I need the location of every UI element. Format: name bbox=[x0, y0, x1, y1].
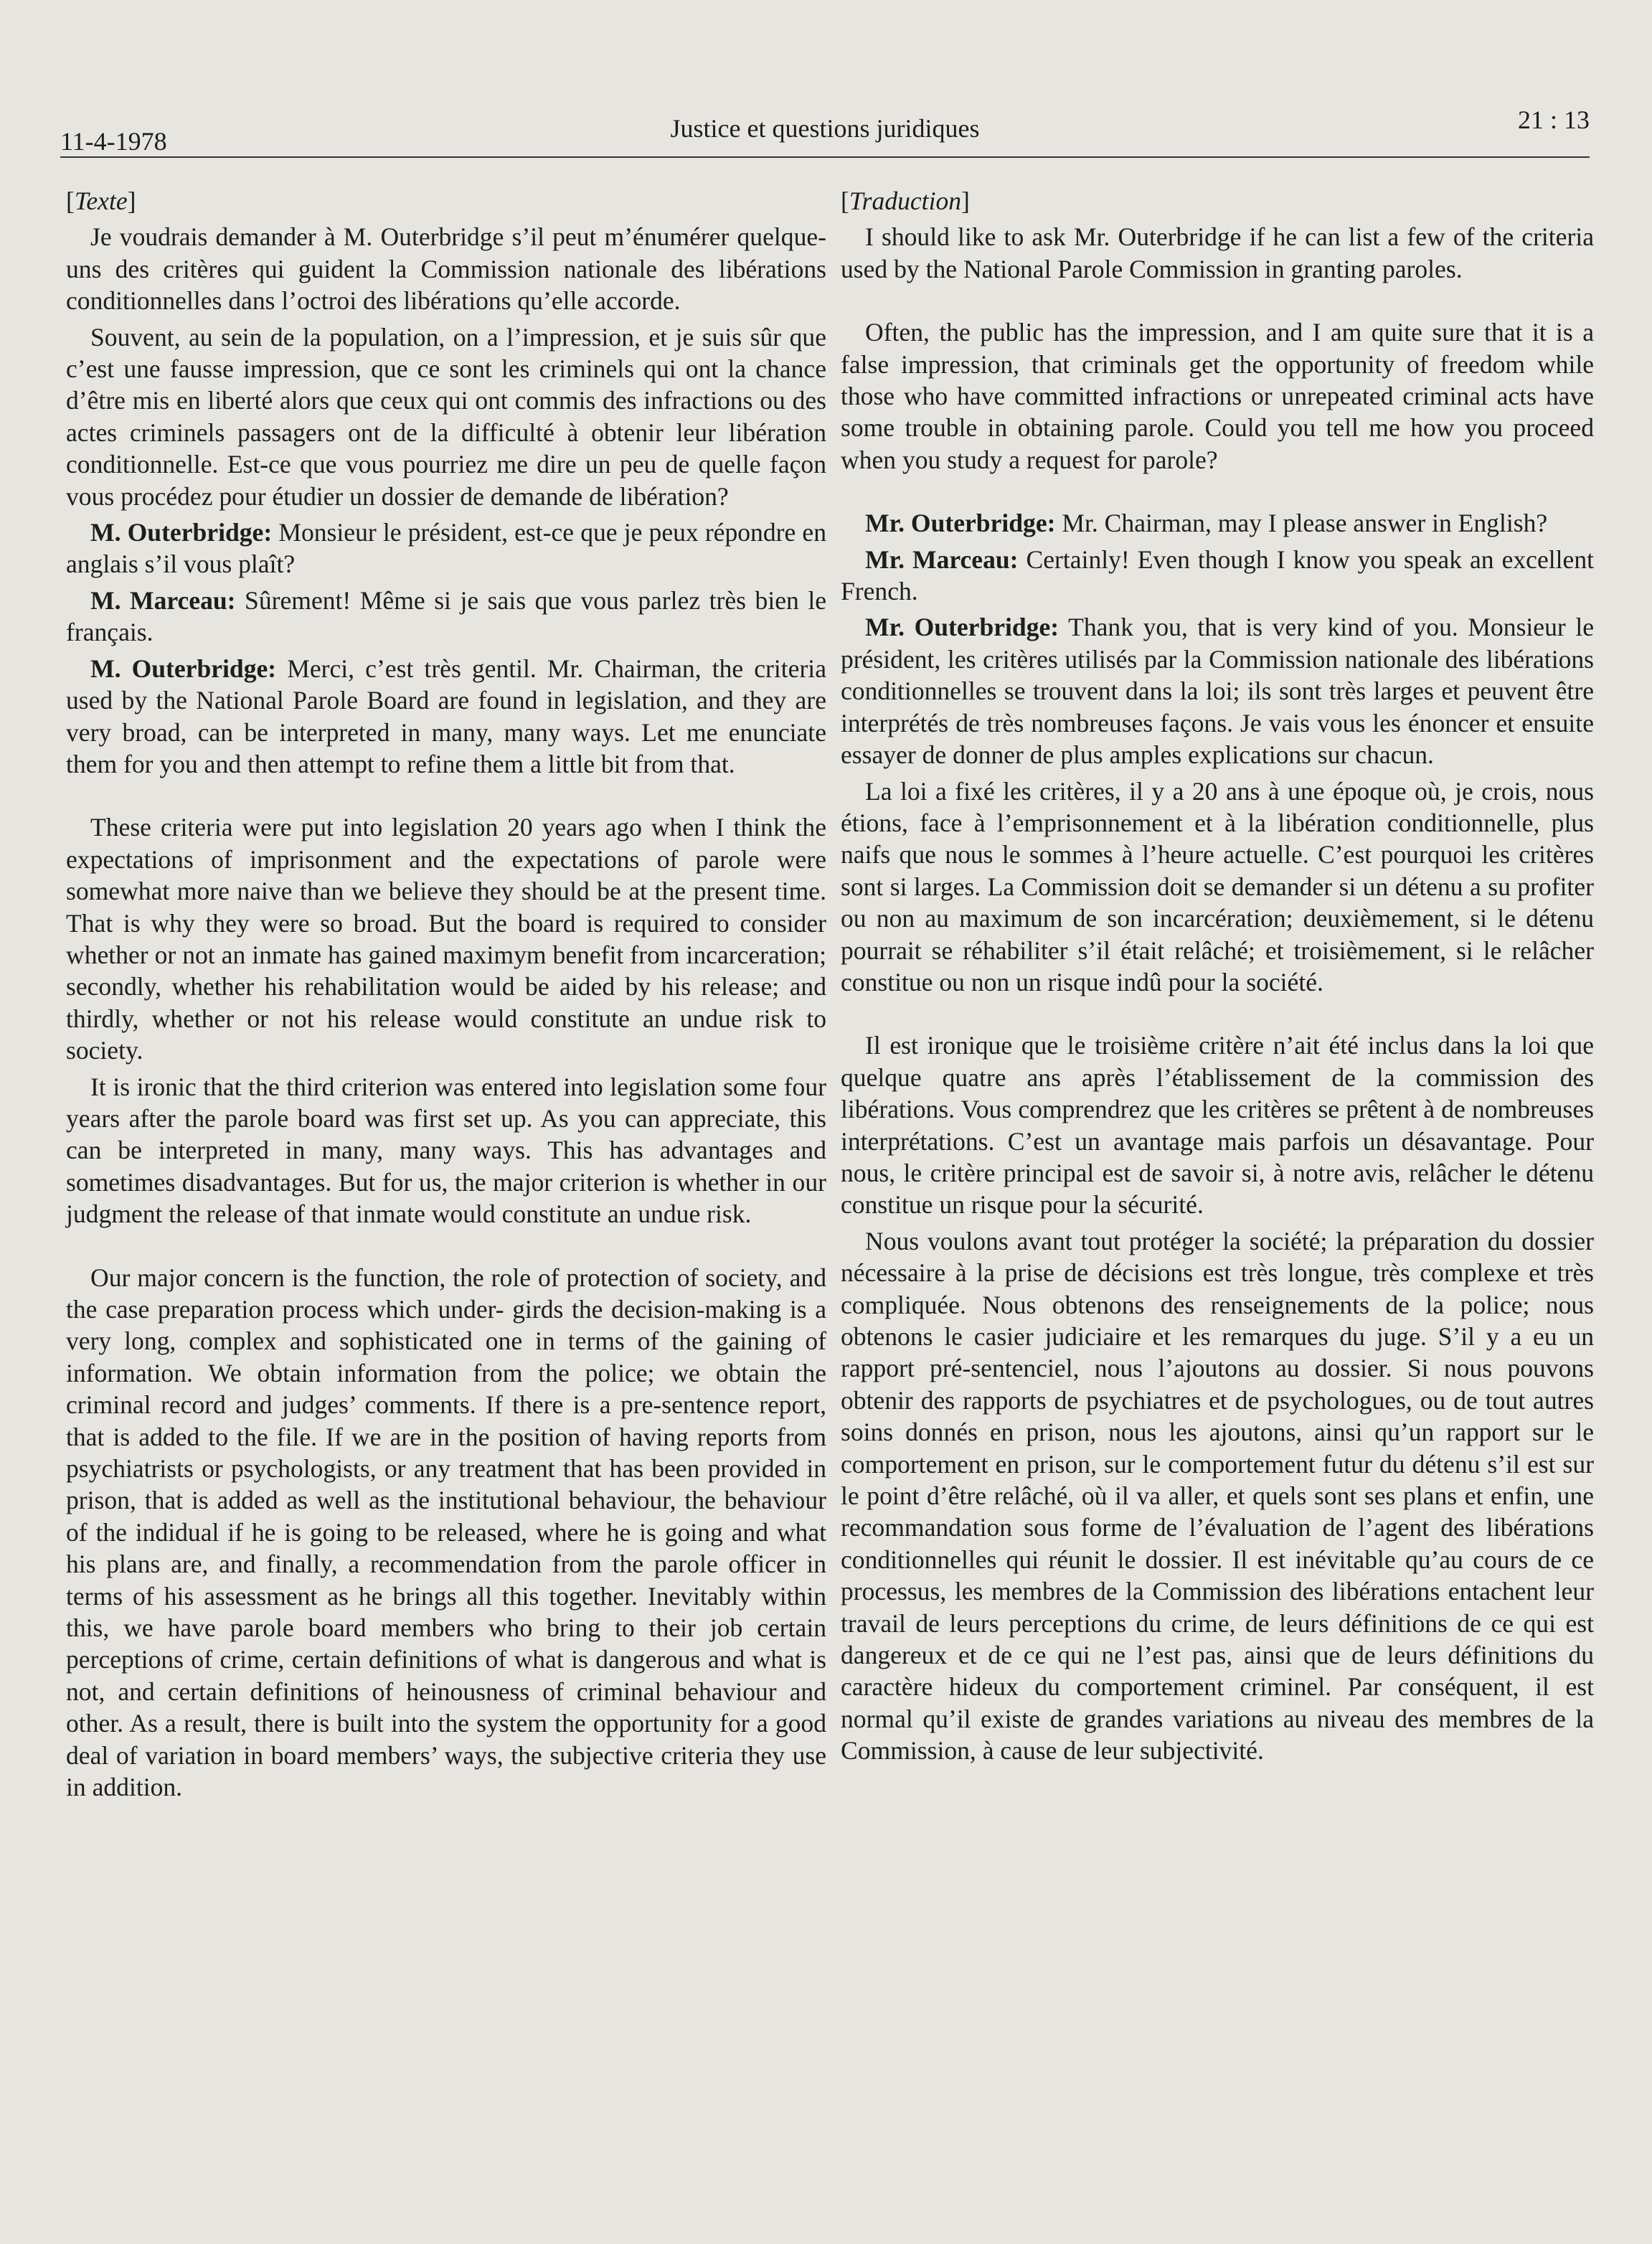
speaker-name: Mr. Marceau: bbox=[865, 544, 1019, 574]
paragraph: M. Outerbridge: Merci, c’est très gentil. Mr. Chairman, the criteria used by the National Parole Board are found in legislation, and they are very broad, can be interpreted in many, many ways. Let me enunciate them for you and then attempt to refine them a little bit from that. bbox=[66, 654, 826, 778]
paragraph: It is ironic that the third criterion was entered into legislation some four years after the parole board was first set up. As you can appreciate, this can be interpreted in many, many ways. This has advantages and sometimes disadvantages. But for us, the major criterion is whether in our judgment the release of that inmate would constitute an undue risk. bbox=[66, 1072, 826, 1229]
paragraph: M. Outerbridge: Monsieur le président, est-ce que je peux répondre en anglais s’il vous plaît? bbox=[66, 518, 826, 579]
paragraph: Souvent, au sein de la population, on a l’impression, et je suis sûr que c’est une fausse impression, que ce sont les criminels qui ont la chance d’être mis en liberté alors que ceux qui ont commis des infractions ou des actes criminels passagers ont de la difficulté à obtenir leur libération conditionnelle. Est-ce que vous pourriez me dire un peu de quelle façon vous procédez pour étudier un dossier de demande de libération? bbox=[66, 322, 826, 511]
speaker-name: M. Outerbridge: bbox=[90, 654, 277, 683]
paragraph: Mr. Outerbridge: Mr. Chairman, may I please answer in English? bbox=[865, 509, 1548, 538]
french-column bbox=[66, 185, 826, 1808]
paragraph: These criteria were put into legislation 20 years ago when I think the expectations of imprisonment and the expectations of parole were somewhat more naive than we believe they should be at the present time. That is why they were so broad. But the board is required to consider whether or not an inmate has gained maximym benefit from incarceration; secondly, whether his rehabilitation would be aided by his release; and thirdly, whether or not his release would constitute an undue risk to society. bbox=[66, 813, 826, 1065]
paragraph: Often, the public has the impression, and I am quite sure that it is a false impression, that criminals get the opportunity of freedom while those who have committed infractions or unrepeated criminal acts have some trouble in obtaining parole. Could you tell me how you proceed when you study a request for parole? bbox=[841, 318, 1594, 474]
paragraph: Mr. Outerbridge: Thank you, that is very kind of you. Monsieur le président, les critères utilisés par la Commission nationale des libérations conditionnelles se trouvent dans la loi; ils sont très larges et peuvent être interprétés de très nombreuses façons. Je vais vous les énoncer et ensuite essayer de donner de plus amples explications sur chacun. bbox=[841, 613, 1594, 770]
section-tag-texte: [Texte] bbox=[66, 187, 136, 215]
paragraph: I should like to ask Mr. Outerbridge if he can list a few of the criteria used by the National Parole Commission in granting paroles. bbox=[841, 222, 1594, 283]
speaker-name: M. Outerbridge: bbox=[90, 518, 273, 547]
paragraph: Our major concern is the function, the role of protection of society, and the case preparation process which under- girds the decision-making is a very long, complex and sophisticated one in terms of the gaining of information. We obtain information from the police; we obtain the criminal record and judges’ comments. If there is a pre-sentence report, that is added to the file. If we are in the position of having reports from psychiatrists or psychologists, or any treatment that has been provided in prison, that is added as well as the institutional behaviour, the behaviour of the indidual if he is going to be released, where he is going and what his plans are, and finally, a recommendation from the parole officer in terms of his assessment as he brings all this together. Inevitably within this, we have parole board members who bring to their job certain perceptions of crime, certain definitions of what is dangerous and what is not, and certain definitions of heinousness of criminal behaviour and other. As a result, there is built into the system the opportunity for a good deal of variation in board members’ ways, the subjective criteria they use in addition. bbox=[66, 1263, 826, 1802]
speaker-name: Mr. Outerbridge: bbox=[865, 613, 1059, 642]
english-column bbox=[841, 185, 1594, 1771]
speaker-name: Mr. Outerbridge: bbox=[865, 509, 1056, 538]
header-title: Justice et questions juridiques bbox=[670, 114, 980, 143]
paragraph: M. Marceau: Sûrement! Même si je sais que vous parlez très bien le français. bbox=[66, 585, 826, 647]
speaker-name: M. Marceau: bbox=[90, 585, 236, 615]
paragraph: Il est ironique que le troisième critère n’ait été inclus dans la loi que quelque quatre ans après l’établissement de la commission des libérations. Vous comprendrez que les critères se prêtent à de nombreuses interprétations. C’est un avantage mais parfois un désavantage. Pour nous, le critère principal est de savoir si, à notre avis, relâcher le détenu constitue un risque pour la sécurité. bbox=[841, 1031, 1594, 1220]
paragraph: Mr. Marceau: Certainly! Even though I know you speak an excellent French. bbox=[841, 544, 1594, 606]
header-date: 11-4-1978 bbox=[60, 127, 167, 156]
paragraph: Je voudrais demander à M. Outerbridge s’il peut m’énumérer quelque-uns des critères qui guident la Commission nationale des libérations conditionnelles dans l’octroi des libérations qu’elle accorde. bbox=[66, 222, 826, 316]
section-tag-traduction: [Traduction] bbox=[841, 187, 970, 215]
paragraph: La loi a fixé les critères, il y a 20 ans à une époque où, je crois, nous étions, face à l’emprisonnement et à la libération conditionnelle, plus naifs que nous le sommes à l’heure actuelle. C’est pourquoi les critères sont si larges. La Commission doit se demander si un détenu a su profiter ou non au maximum de son incarcération; deuxièmement, si le détenu pourrait se réhabiliter s’il était relâché; et troisièmement, si le relâcher constitue ou non un risque indû pour la société. bbox=[841, 776, 1594, 996]
page-header bbox=[60, 105, 1590, 158]
page-number: 21 : 13 bbox=[1517, 105, 1590, 134]
paragraph: Nous voulons avant tout protéger la société; la préparation du dossier nécessaire à la prise de décisions est très longue, très complexe et très compliquée. Nous obtenons des renseignements de la police; nous obtenons le casier judiciaire et les remarques du juge. S’il y a eu un rapport pré-sentenciel, nous l’ajoutons au dossier. Si nous pouvons obtenir des rapports de psychiatres et de psychologues, ou de tout autres soins donnés en prison, nous les ajoutons, ainsi qu’un rapport sur le comportement en prison, sur le comportement futur du détenu s’il est sur le point d’être relâché, où il va aller, et quels sont ses plans et enfin, une recommandation sous forme de l’évaluation de l’agent des libérations conditionnelles qui réunit le dossier. Il est inévitable qu’au cours de ce processus, les membres de la Commission des libérations entachent leur travail de leurs perceptions du crime, de leurs définitions de ce qui est dangereux et de ce qui ne l’est pas, ainsi que de leurs définitions du caractère hideux du comportement criminel. Par conséquent, il est normal qu’il existe de grandes variations au niveau des membres de la Commission, à cause de leur subjectivité. bbox=[841, 1226, 1594, 1766]
